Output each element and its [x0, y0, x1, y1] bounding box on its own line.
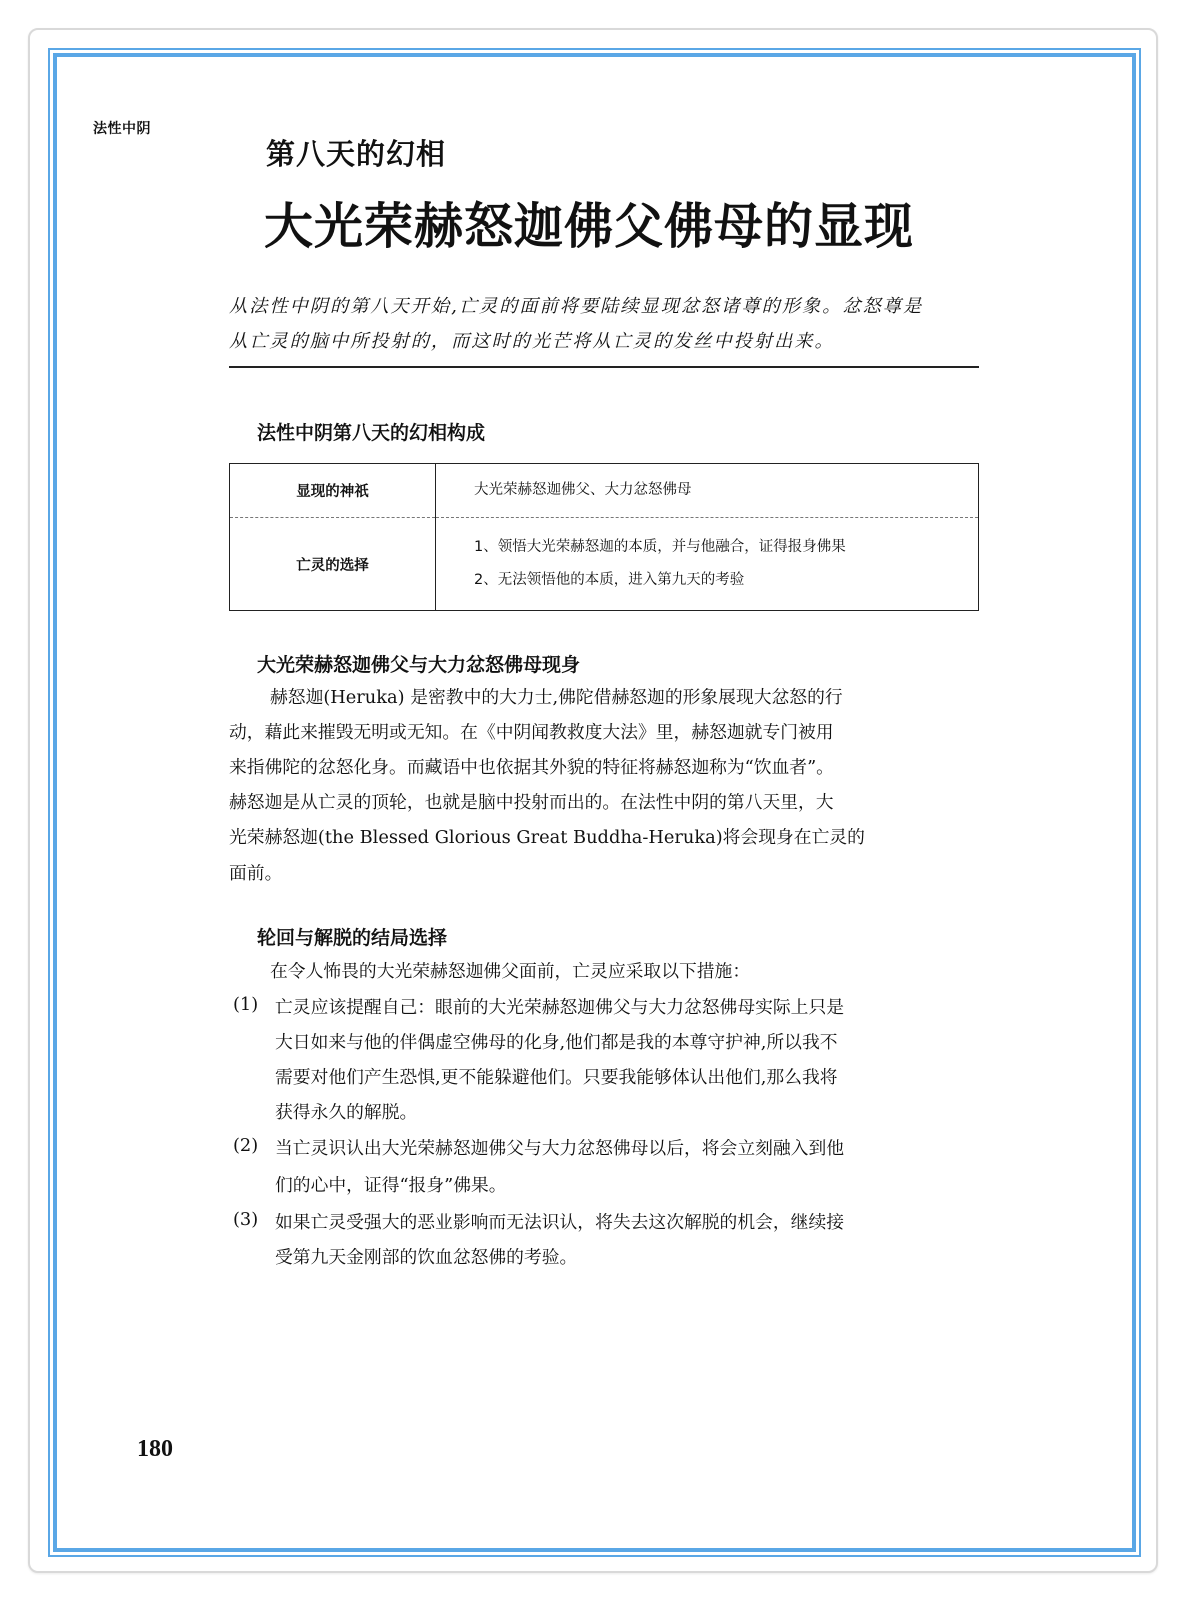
body-line: 光荣赫怒迦(the Blessed Glorious Great Buddha-Heruka)将会现身在亡灵的: [229, 827, 865, 848]
list-item-line: 获得永久的解脱。: [275, 1102, 418, 1123]
body-line: 在令人怖畏的大光荣赫怒迦佛父面前，亡灵应采取以下措施：: [270, 961, 751, 982]
list-item-line: 亡灵应该提醒自己：眼前的大光荣赫怒迦佛父与大力忿怒佛母实际上只是: [275, 997, 845, 1018]
intro-line: 从亡灵的脑中所投射的，而这时的光芒将从亡灵的发丝中投射出来。: [229, 331, 835, 352]
list-number: (1): [233, 994, 259, 1015]
list-number: (3): [233, 1209, 259, 1230]
list-item-line: 需要对他们产生恐惧,更不能躲避他们。只要我能够体认出他们,那么我将: [275, 1067, 838, 1088]
body-line: 赫怒迦是从亡灵的顶轮，也就是脑中投射而出的。在法性中阴的第八天里，大: [229, 792, 834, 813]
list-item-line: 们的心中，证得“报身”佛果。: [275, 1175, 507, 1196]
body-line: 赫怒迦(Heruka) 是密教中的大力士,佛陀借赫怒迦的形象展现大忿怒的行: [270, 687, 843, 708]
page-title: 大光荣赫怒迦佛父佛母的显现: [264, 197, 915, 255]
intro-line: 从法性中阴的第八天开始,亡灵的面前将要陆续显现忿怒诸尊的形象。忿怒尊是: [229, 296, 924, 317]
body-line: 面前。: [229, 863, 283, 884]
section-heading: 轮回与解脱的结局选择: [257, 927, 448, 949]
table-label: 显现的神祇: [230, 464, 436, 518]
section-heading: 大光荣赫怒迦佛父与大力忿怒佛母现身: [257, 654, 581, 676]
list-number: (2): [233, 1135, 259, 1156]
list-item-line: 如果亡灵受强大的恶业影响而无法识认，将失去这次解脱的机会，继续接: [275, 1212, 845, 1233]
list-item-line: 当亡灵识认出大光荣赫怒迦佛父与大力忿怒佛母以后，将会立刻融入到他: [275, 1138, 845, 1159]
table-value: [436, 464, 979, 518]
body-line: 动，藉此来摧毁无明或无知。在《中阴闻教救度大法》里，赫怒迦就专门被用: [229, 722, 834, 743]
table-value-line: 大光荣赫怒迦佛父、大力忿怒佛母: [474, 482, 692, 498]
table-label: 亡灵的选择: [296, 557, 369, 574]
divider-rule: [229, 366, 979, 368]
table-row: [230, 464, 979, 518]
list-item-line: 受第九天金刚部的饮血忿怒佛的考验。: [275, 1247, 578, 1268]
list-item-line: 大日如来与他的伴偶虚空佛母的化身,他们都是我的本尊守护神,所以我不: [275, 1032, 838, 1053]
page-number: 180: [137, 1436, 173, 1462]
table-row: [230, 518, 979, 611]
running-head: 法性中阴: [93, 121, 151, 137]
apparition-table: [229, 463, 979, 611]
table-value-line: 2、无法领悟他的本质，进入第九天的考验: [474, 572, 745, 588]
table-value-line: 1、领悟大光荣赫怒迦的本质，并与他融合，证得报身佛果: [474, 539, 846, 555]
table-value: [436, 518, 979, 611]
body-line: 来指佛陀的忿怒化身。而藏语中也依据其外貌的特征将赫怒迦称为“饮血者”。: [229, 757, 834, 778]
table-heading: 法性中阴第八天的幻相构成: [257, 422, 486, 444]
chapter-subtitle: 第八天的幻相: [266, 137, 447, 171]
